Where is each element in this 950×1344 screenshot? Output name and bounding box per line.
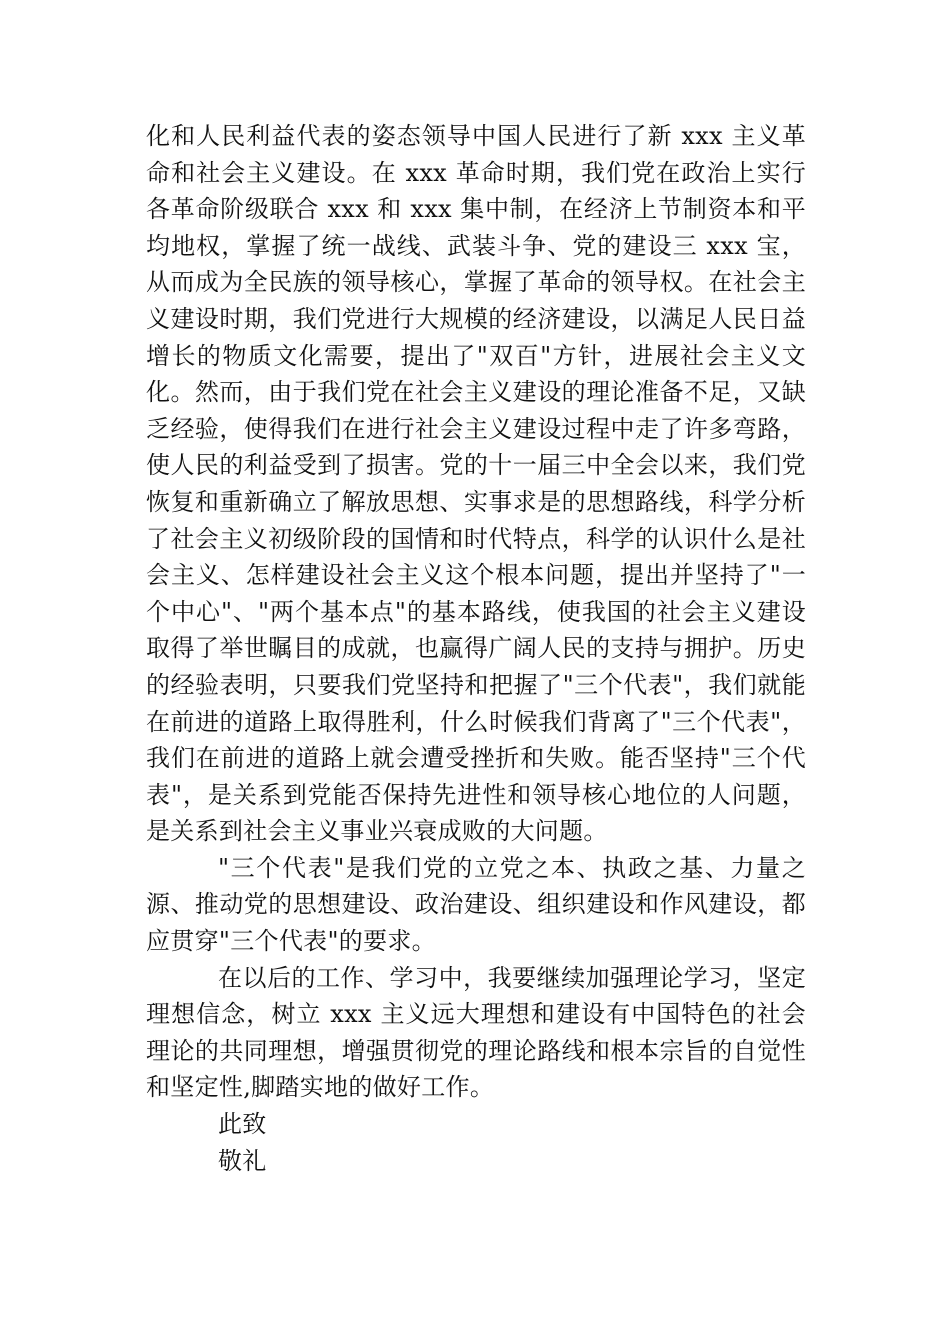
document-body	[146, 118, 806, 1179]
paragraph-future-work: 在以后的工作、学习中，我要继续加强理论学习，坚定理想信念，树立 xxx 主义远大理想和建设有中国特色的社会理论的共同理想，增强贯彻党的理论路线和根本宗旨的自觉性和坚定性,脚踏实地的做好工作。	[146, 963, 806, 1102]
closing-regards: 敬礼	[218, 1146, 267, 1175]
closing-salutation: 此致	[218, 1110, 267, 1139]
paragraph-continuation: 化和人民利益代表的姿态领导中国人民进行了新 xxx 主义革命和社会主义建设。在 xxx 革命时期，我们党在政治上实行各革命阶级联合 xxx 和 xxx 集中制，在经济上节制资本和平均地权，掌握了统一战线、武装斗争、党的建设三 xxx 宝，从而成为全民族的领导核心，掌握了革命的领导权。在社会主义建设时期，我们党进行大规模的经济建设，以满足人民日益增长的物质文化需要，提出了"双百"方针，进展社会主义文化。然而，由于我们党在社会主义建设的理论准备不足，又缺乏经验，使得我们在进行社会主义建设过程中走了许多弯路，使人民的利益受到了损害。党的十一届三中全会以来，我们党恢复和重新确立了解放思想、实事求是的思想路线，科学分析了社会主义初级阶段的国情和时代特点，科学的认识什么是社会主义、怎样建设社会主义这个根本问题，提出并坚持了"一个中心"、"两个基本点"的基本路线，使我国的社会主义建设取得了举世瞩目的成就，也赢得广阔人民的支持与拥护。历史的经验表明，只要我们党坚持和把握了"三个代表"，我们就能在前进的道路上取得胜利，什么时候我们背离了"三个代表"，我们在前进的道路上就会遭受挫折和失败。能否坚持"三个代表"，是关系到党能否保持先进性和领导核心地位的人问题，是关系到社会主义事业兴衰成败的大问题。	[146, 122, 806, 846]
paragraph-three-represents: "三个代表"是我们党的立党之本、执政之基、力量之源、推动党的思想建设、政治建设、组织建设和作风建设，都应贯穿"三个代表"的要求。	[146, 853, 806, 956]
